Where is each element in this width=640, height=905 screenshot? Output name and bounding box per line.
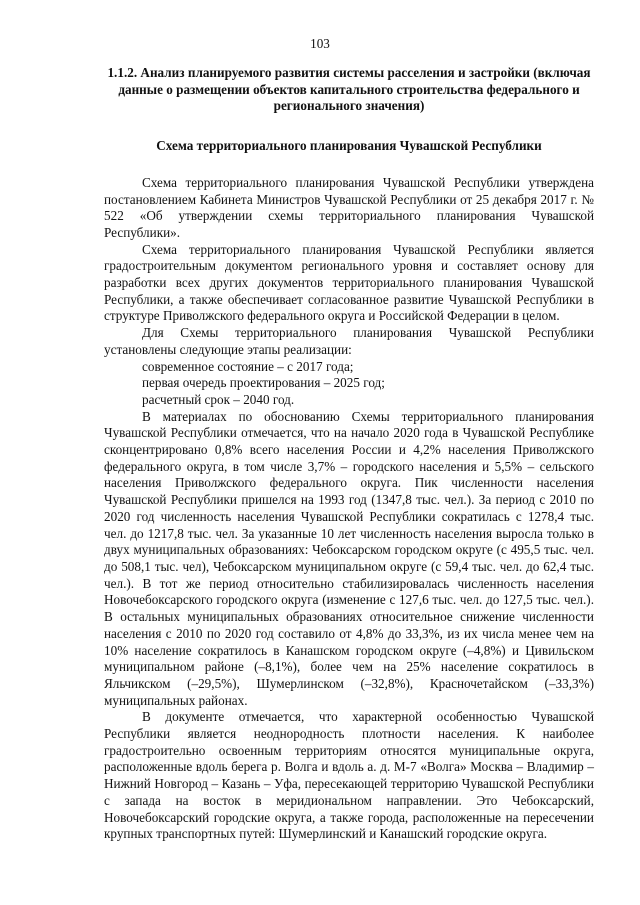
- document-page: [104, 65, 594, 843]
- paragraph-purpose: Схема территориального планирования Чувашской Республики является градостроительным документом регионального уровня и составляет основу для разработки всех других документов территориального планирования Чувашской Республики, а также обеспечивает согласованное развитие Чувашской Республики в структуре Приволжского федерального округа и Российской Федерации в целом.: [104, 241, 594, 324]
- paragraph-population: В материалах по обоснованию Схемы территориального планирования Чувашской Республики отмечается, что на начало 2020 года в Чувашской Республике сконцентрировано 0,8% всего населения России и 4,2% населения Приволжского федерального округа, в том числе 3,7% – городского населения и 5,5% – сельского населения Приволжского федерального округа. Пик численности населения Чувашской Республики пришелся на 1993 год (1347,8 тыс. чел.). За период с 2010 по 2020 год численность населения Чувашской Республики сократилась с 1278,4 тыс. чел. до 1217,8 тыс. чел. За указанные 10 лет численность населения выросла только в двух муниципальных образованиях: Чебоксарском городском округе (с 495,5 тыс. чел. до 508,1 тыс. чел), Чебоксарском муниципальном округе (с 59,4 тыс. чел. до 62,4 тыс. чел.). В тот же период относительно стабилизировалась численность населения Новочебоксарского городского округа (изменение с 127,6 тыс. чел. до 127,5 тыс. чел.). В остальных муниципальных образованиях относительное снижение численности населения с 2010 по 2020 год составило от 4,8% до 33,3%, из их числа менее чем на 10% население сократилось в Канашском городском округе (–4,8%) и Цивильском муниципальном районе (–8,1%), более чем на 25% население сократилось в Яльчикском (–29,5%), Шумерлинском (–32,8%), Красночетайском (–33,3%) муниципальных районах.: [104, 408, 594, 708]
- page-number: 103: [310, 36, 330, 51]
- stage-first: первая очередь проектирования – 2025 год;: [142, 375, 385, 391]
- paragraph-density: В документе отмечается, что характерной особенностью Чувашской Республики является неоднородность плотности населения. К наиболее градостроительно освоенным территориям относятся муниципальные округа, расположенные вдоль берега р. Волга и вдоль а. д. М-7 «Волга» Москва – Владимир – Нижний Новгород – Казань – Уфа, пересекающей территорию Чувашской Республики с запада на восток в меридиональном направлении. Это Чебоксарский, Новочебоксарский городские округа, а также города, расположенные на пересечении крупных транспортных путей: Шумерлинский и Канашский городские округа.: [104, 709, 594, 842]
- section-heading: 1.1.2. Анализ планируемого развития системы расселения и застройки (включая данные о размещении объектов капитального строительства федерального и регионального значения): [107, 65, 591, 114]
- stage-current: современное состояние – с 2017 года;: [142, 358, 354, 374]
- paragraph-stages-intro: Для Схемы территориального планирования Чувашской Республики установлены следующие этапы реализации:: [104, 325, 594, 357]
- paragraph-approval: Схема территориального планирования Чувашской Республики утверждена постановлением Кабинета Министров Чувашской Республики от 25 декабря 2017 г. № 522 «Об утверждении схемы территориального планирования Чувашской Республики».: [104, 174, 594, 240]
- stage-final: расчетный срок – 2040 год.: [142, 391, 295, 407]
- subheading: Схема территориального планирования Чувашской Республики: [156, 138, 542, 154]
